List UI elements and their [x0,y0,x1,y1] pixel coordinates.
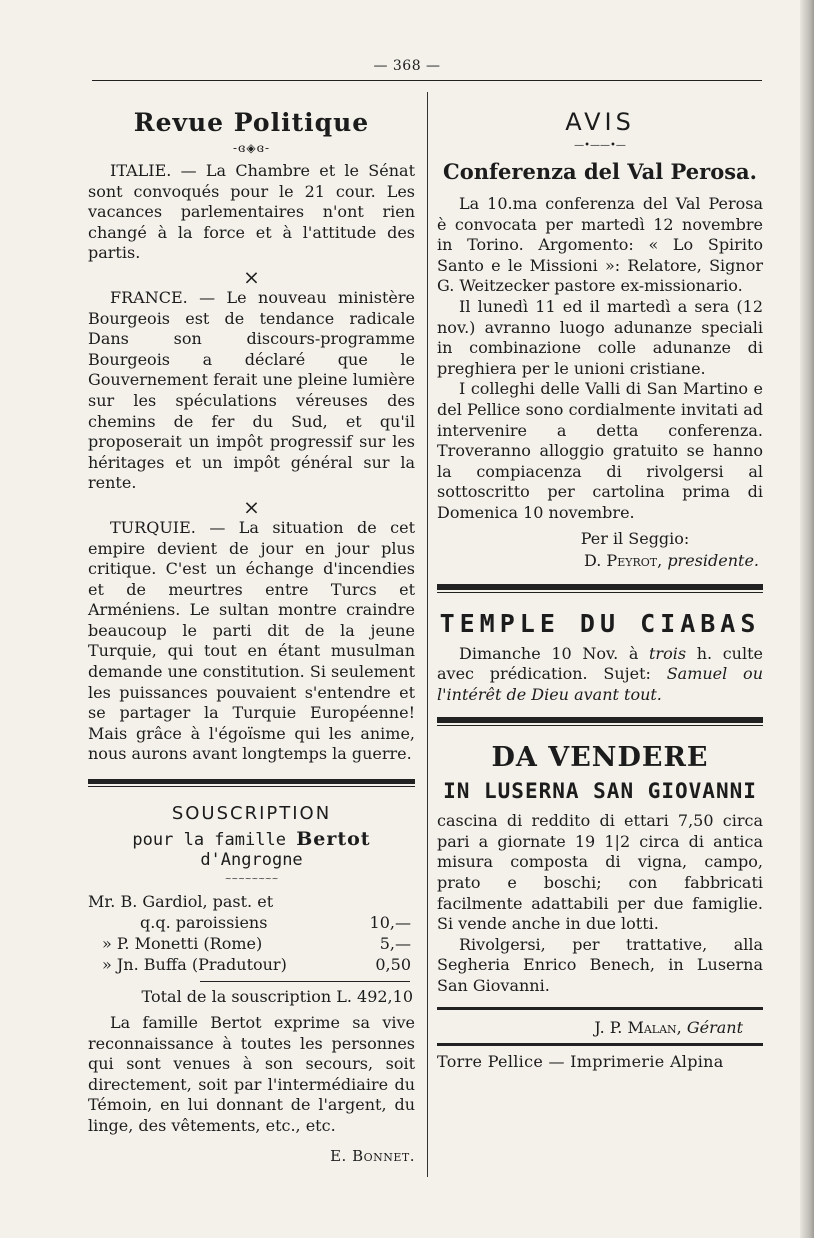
printer-line: Torre Pellice — Imprimerie Alpina [437,1051,724,1071]
column-divider [427,92,428,1177]
temple-text-a: Dimanche 10 Nov. à [459,643,639,663]
avis-paragraph-1: La 10.ma conferenza del Val Perosa è convocata per martedì 12 novembre in Torino. Argomento: « Lo Spirito Santo e le Missioni »: Relatore, Signor G. Weitzecker pastore ex-missionario. [437,194,763,296]
vendere-subtitle: IN LUSERNA SAN GIOVANNI [443,779,757,804]
subtitle-prefix: pour la famille [132,830,286,851]
donor-name: q.q. paroissiens [140,913,268,933]
right-column [437,100,763,1071]
section-rule-thin [437,725,763,726]
turquie-paragraph: TURQUIE. — La situation de cet empire devient de jour en jour plus critique. C'est un échange d'incendies et de meurtres entre Turcs et Arméniens. Le sultan montre craindre beaucoup le parti dit de la jeune Turquie, qui tout en étant musulman demande une constitution. Si seulement les puissances pouvaient s'entendre et se partager la Turquie Européenne! Mais grâce à l'égoïsme qui les anime, nous aurons avant longtemps la guerre. [88,517,415,764]
donor-amount: 0,50 [375,955,411,975]
subtitle-suffix: d'Angrogne [200,850,303,871]
dot-ornament-icon: —•——•— [574,140,626,151]
avis-paragraph-3: I colleghi delle Valli di San Martino e del Pellice sono cordialmente invitati ad intervenire a detta conferenza. Troveranno alloggio gratuito se hanno la compiacenza di rivolgersi al sottoscritto per cartolina prima di Domenica 10 novembre. [437,379,763,522]
gerant-role: Gérant [686,1017,743,1037]
donor-row [88,912,415,933]
page-number: — 368 — [373,58,441,74]
header-rule [92,80,762,81]
souscription-title: SOUSCRIPTION [171,803,332,825]
donor-name: » Jn. Buffa (Pradutour) [102,955,287,975]
vendere-paragraph-2: Rivolgersi, per trattative, alla Segheria Enrico Benech, in Luserna San Giovanni. [437,934,763,996]
gerant-name: J. P. Malan, [594,1017,682,1037]
avis-paragraph-2: Il lunedì 11 ed il martedì a sera (12 nov.) avranno luogo adunanze speciali in combinazione colle adunanze di preghiera per le unioni cristiane. [437,296,763,378]
section-rule-thin [437,592,763,593]
section-rule [437,717,763,723]
gerant-line [437,1018,763,1037]
temple-text-d: Samuel ou l'intérêt de Dieu avant tout. [437,664,763,704]
souscription-subtitle [88,828,415,870]
section-rule-thin [88,786,415,787]
temple-text-c: h. culte avec prédication. Sujet: [437,643,763,684]
cross-separator-icon: × [243,494,260,519]
wave-ornament-icon: ~~~~~~~~ [224,874,279,884]
page-edge [800,0,814,1238]
donor-name: » P. Monetti (Rome) [102,934,263,954]
ornament-icon: -ɞ◈ɞ- [232,141,271,155]
cross-separator-icon: × [243,264,260,289]
total-rule [200,981,410,982]
section-rule [437,1007,763,1010]
donor-amount: 10,— [369,913,411,933]
italie-paragraph: ITALIE. — La Chambre et le Sénat sont convoqués pour le 21 cour. Les vacances parlementaires n'ont rien changé à la force et à l'attitude des partis. [88,161,415,263]
seggio-label: Per il Seggio: [580,528,690,548]
temple-paragraph [437,644,763,706]
donor-name: Mr. B. Gardiol, past. et [88,892,274,912]
vendere-title: DA VENDERE [491,742,709,774]
donor-amount: 5,— [379,934,411,954]
donor-amount [411,891,415,912]
section-rule [88,779,415,784]
vendere-paragraph-1: cascina di reddito di ettari 7,50 circa pari a giornate 19 1|2 circa di antica misura composta di vigna, campo, prato e boschi; con fabbricati facilmente adattabili per due famiglie. Si vende anche in due lotti. [437,811,763,934]
section-rule [437,584,763,590]
subtitle-name: Bertot [296,828,371,851]
avis-title: AVIS [565,108,635,136]
souscription-total: Total de la souscription L. 492,10 [141,987,413,1007]
left-column [88,100,415,1165]
revue-title: Revue Politique [133,108,370,137]
president-name: D. Peyrot, [584,550,663,570]
temple-title: TEMPLE DU CIABAS [439,608,761,638]
president-role: presidente. [667,550,759,570]
president-signature [437,550,763,572]
france-paragraph: FRANCE. — Le nouveau ministère Bourgeois est de tendance radicale Dans son discours-programme Bourgeois a déclaré que le Gouvernement ferait une pleine lumière sur les spéculations véreuses des chemins de fer du Sud, et qu'il proposerait un impôt progressif sur les héritages et un impôt général sur la rente. [88,287,415,493]
souscription-text: La famille Bertot exprime sa vive reconnaissance à toutes les personnes qui sont venues à son secours, soit directement, soit par l'intermédiaire du Témoin, en lui donnant de l'argent, du linge, des vêtements, etc., etc. [88,1013,415,1135]
footer-rule [437,1043,763,1046]
donor-row [88,933,415,954]
souscription-signature: E. Bonnet. [330,1146,415,1165]
donor-row [88,954,415,975]
conferenza-title: Conferenza del Val Perosa. [443,159,757,184]
donor-row [88,891,415,912]
temple-text-b: trois [649,643,687,663]
